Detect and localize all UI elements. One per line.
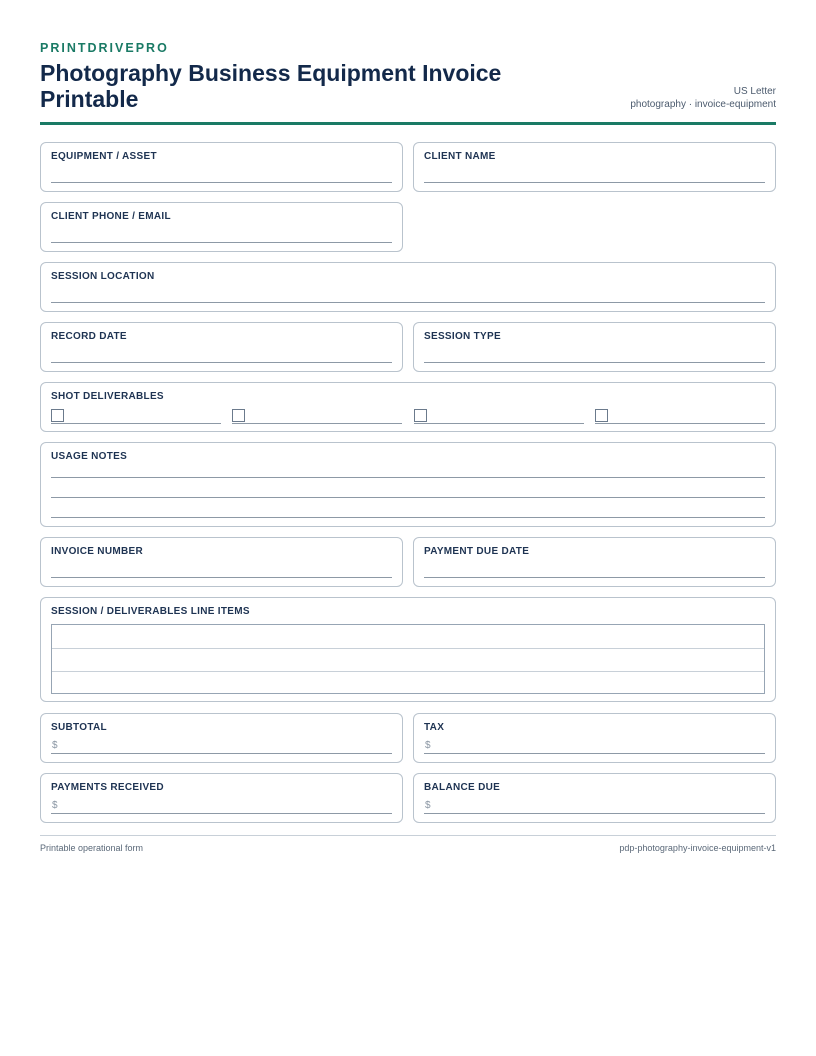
footer-right-text: pdp-photography-invoice-equipment-v1 <box>619 843 776 853</box>
field-label: SESSION TYPE <box>424 331 501 342</box>
subtotal-field <box>40 713 403 763</box>
record-date-input-line[interactable] <box>51 362 392 363</box>
equipment-asset-field <box>40 142 403 192</box>
client-name-field <box>413 142 776 192</box>
table-row-divider <box>52 671 764 672</box>
invoice-number-field <box>40 537 403 587</box>
field-label: CLIENT NAME <box>424 151 496 162</box>
field-label: BALANCE DUE <box>424 782 501 793</box>
payments-received-field <box>40 773 403 823</box>
deliverable-option-2 <box>232 409 402 424</box>
session-type-field <box>413 322 776 372</box>
field-label: EQUIPMENT / ASSET <box>51 151 157 162</box>
currency-symbol: $ <box>52 740 58 751</box>
deliverable-option-line[interactable] <box>232 423 402 424</box>
field-label: TAX <box>424 722 445 733</box>
usage-notes-field <box>40 442 776 527</box>
table-row-divider <box>52 648 764 649</box>
checkbox[interactable] <box>414 409 427 422</box>
payments-received-input-line[interactable] <box>51 813 392 814</box>
invoice-number-input-line[interactable] <box>51 577 392 578</box>
field-label: SESSION LOCATION <box>51 271 155 282</box>
equipment-asset-input-line[interactable] <box>51 182 392 183</box>
footer-rule <box>40 835 776 836</box>
subtotal-input-line[interactable] <box>51 753 392 754</box>
tax-field <box>413 713 776 763</box>
checkbox[interactable] <box>232 409 245 422</box>
payment-due-date-field <box>413 537 776 587</box>
field-label: SESSION / DELIVERABLES LINE ITEMS <box>51 606 250 617</box>
line-items-field <box>40 597 776 702</box>
client-contact-field <box>40 202 403 252</box>
deliverable-option-line[interactable] <box>595 423 765 424</box>
session-type-input-line[interactable] <box>424 362 765 363</box>
usage-notes-line-2[interactable] <box>51 497 765 498</box>
brand-name: PRINTDRIVEPRO <box>40 41 169 55</box>
field-label: PAYMENT DUE DATE <box>424 546 530 557</box>
document-meta <box>630 85 776 111</box>
usage-notes-line-1[interactable] <box>51 477 765 478</box>
balance-due-field <box>413 773 776 823</box>
page-title: Photography Business Equipment Invoice Printable <box>40 60 502 112</box>
document-tags: photography · invoice-equipment <box>630 99 776 110</box>
deliverable-option-line[interactable] <box>414 423 584 424</box>
client-contact-input-line[interactable] <box>51 242 392 243</box>
currency-symbol: $ <box>425 740 431 751</box>
paper-size: US Letter <box>733 86 776 97</box>
field-label: RECORD DATE <box>51 331 127 342</box>
field-label: CLIENT PHONE / EMAIL <box>51 211 171 222</box>
tax-input-line[interactable] <box>424 753 765 754</box>
shot-deliverables-field <box>40 382 776 432</box>
payment-due-date-input-line[interactable] <box>424 577 765 578</box>
field-label: SUBTOTAL <box>51 722 107 733</box>
checkbox[interactable] <box>595 409 608 422</box>
client-name-input-line[interactable] <box>424 182 765 183</box>
field-label: INVOICE NUMBER <box>51 546 143 557</box>
deliverable-option-4 <box>595 409 765 424</box>
field-label: USAGE NOTES <box>51 451 128 462</box>
field-label: PAYMENTS RECEIVED <box>51 782 164 793</box>
deliverable-option-3 <box>414 409 584 424</box>
currency-symbol: $ <box>425 800 431 811</box>
balance-due-input-line[interactable] <box>424 813 765 814</box>
field-label: SHOT DELIVERABLES <box>51 391 164 402</box>
deliverable-option-line[interactable] <box>51 423 221 424</box>
session-location-input-line[interactable] <box>51 302 765 303</box>
deliverable-option-1 <box>51 409 221 424</box>
record-date-field <box>40 322 403 372</box>
currency-symbol: $ <box>52 800 58 811</box>
usage-notes-line-3[interactable] <box>51 517 765 518</box>
line-items-table <box>51 624 765 694</box>
checkbox[interactable] <box>51 409 64 422</box>
session-location-field <box>40 262 776 312</box>
footer-left-text: Printable operational form <box>40 843 144 853</box>
header-rule <box>40 122 776 125</box>
